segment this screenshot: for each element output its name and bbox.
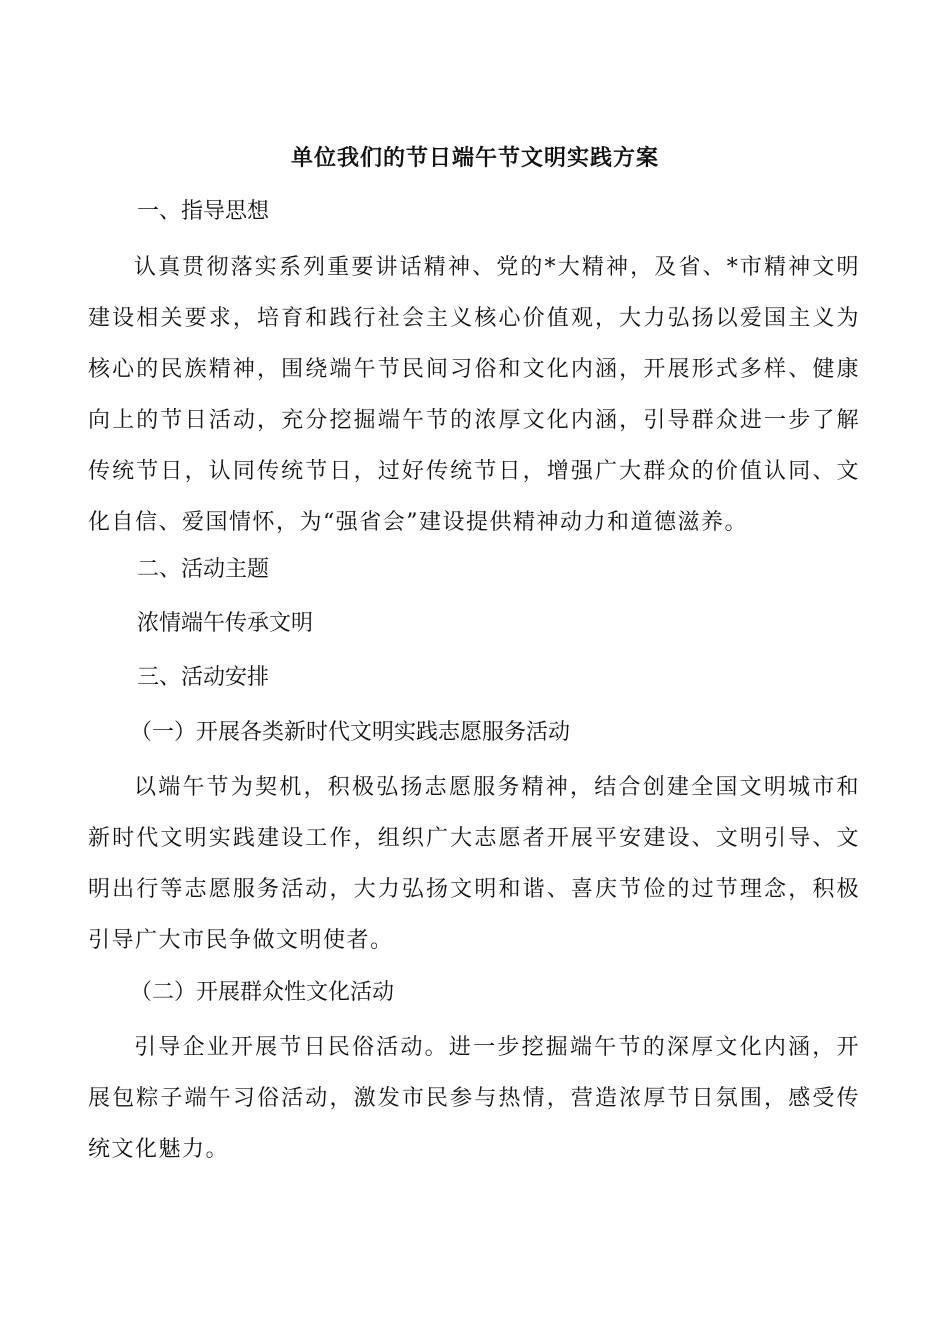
subsection-heading-volunteer-service: （一）开展各类新时代文明实践志愿服务活动 (130, 720, 571, 745)
section-heading-activity-arrangement: 三、活动安排 (137, 665, 270, 690)
subsection-heading-cultural-activities: （二）开展群众性文化活动 (130, 980, 395, 1005)
paragraph-cultural-activities: 引导企业开展节日民俗活动。进一步挖掘端午节的深厚文化内涵，开展包粽子端午习俗活动，激发市民参与热情，营造浓厚节日氛围，感受传统文化魅力。 (88, 1035, 860, 1162)
section-heading-activity-theme: 二、活动主题 (137, 557, 270, 582)
activity-theme-text: 浓情端午传承文明 (137, 611, 314, 636)
document-title: 单位我们的节日端午节文明实践方案 (290, 145, 659, 171)
section-heading-guiding-ideology: 一、指导思想 (137, 199, 270, 224)
paragraph-guiding-ideology: 认真贯彻落实系列重要讲话精神、党的*大精神，及省、*市精神文明建设相关要求，培育和践行社会主义核心价值观，大力弘扬以爱国主义为核心的民族精神，围绕端午节民间习俗和文化内涵，开展形式多样、健康向上的节日活动，充分挖掘端午节的浓厚文化内涵，引导群众进一步了解传统节日，认同传统节日，过好传统节日，增强广大群众的价值认同、文化自信、爱国情怀，为“强省会”建设提供精神动力和道德滋养。 (88, 255, 860, 535)
paragraph-volunteer-service: 以端午节为契机，积极弘扬志愿服务精神，结合创建全国文明城市和新时代文明实践建设工作，组织广大志愿者开展平安建设、文明引导、文明出行等志愿服务活动，大力弘扬文明和谐、喜庆节俭的过节理念，积极引导广大市民争做文明使者。 (88, 775, 860, 953)
